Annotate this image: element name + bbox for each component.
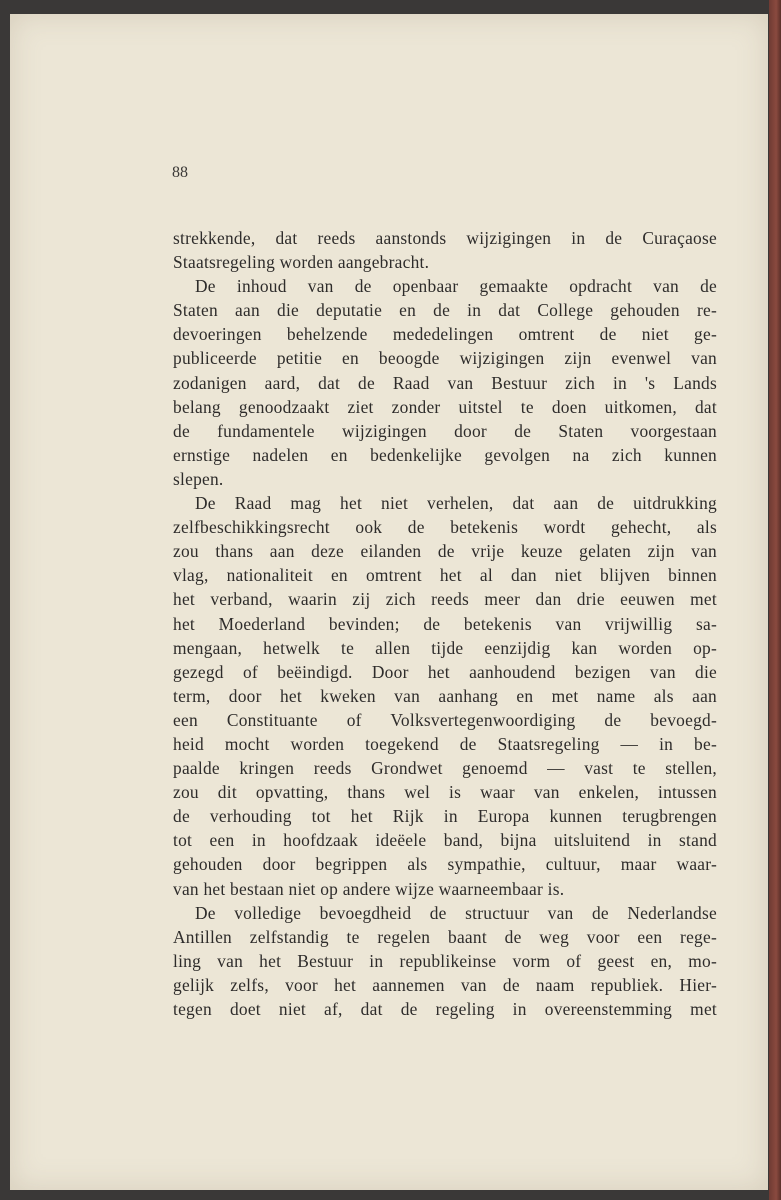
paragraph bbox=[173, 491, 717, 901]
text-line: een Constituante of Volksvertegenwoordiging de bevoegd- bbox=[173, 709, 717, 730]
text-line: gelijk zelfs, voor het aannemen van de naam republiek. Hier- bbox=[173, 974, 717, 995]
text-line: de fundamentele wijzigingen door de Staten voorgestaan bbox=[173, 420, 717, 441]
text-line: De volledige bevoegdheid de structuur van de Nederlandse bbox=[195, 902, 717, 923]
text-line: zodanigen aard, dat de Raad van Bestuur zich in 's Lands bbox=[173, 372, 717, 393]
text-line: ling van het Bestuur in republikeinse vorm of geest en, mo- bbox=[173, 950, 717, 971]
text-line: van het bestaan niet op andere wijze waarneembaar is. bbox=[173, 878, 565, 899]
text-line: paalde kringen reeds Grondwet genoemd — vast te stellen, bbox=[173, 758, 717, 779]
text-line: De Raad mag het niet verhelen, dat aan de uitdrukking bbox=[195, 493, 717, 514]
text-line: belang genoodzaakt ziet zonder uitstel te doen uitkomen, dat bbox=[173, 396, 717, 417]
text-line: heid mocht worden toegekend de Staatsregeling — in be- bbox=[173, 733, 717, 754]
text-line: zou thans aan deze eilanden de vrije keuze gelaten zijn van bbox=[173, 541, 717, 562]
text-line: mengaan, hetwelk te allen tijde eenzijdig kan worden op- bbox=[173, 637, 717, 658]
text-line: de verhouding tot het Rijk in Europa kunnen terugbrengen bbox=[173, 806, 717, 827]
text-line: gezegd of beëindigd. Door het aanhoudend bezigen van die bbox=[173, 661, 717, 682]
text-line: Antillen zelfstandig te regelen baant de weg voor een rege- bbox=[173, 926, 717, 947]
paragraph bbox=[173, 226, 717, 274]
text-line: het Moederland bevinden; de betekenis van vrijwillig sa- bbox=[173, 613, 717, 634]
text-line: gehouden door begrippen als sympathie, cultuur, maar waar- bbox=[173, 854, 717, 875]
page-number: 88 bbox=[172, 164, 188, 181]
text-line: publiceerde petitie en beoogde wijzigingen zijn evenwel van bbox=[173, 348, 717, 369]
book-page bbox=[10, 14, 768, 1190]
text-line: Staten aan die deputatie en de in dat College gehouden re- bbox=[173, 300, 717, 321]
text-line: het verband, waarin zij zich reeds meer dan drie eeuwen met bbox=[173, 589, 717, 610]
text-line: strekkende, dat reeds aanstonds wijzigingen in de Curaçaose bbox=[173, 228, 717, 248]
text-line: ernstige nadelen en bedenkelijke gevolgen na zich kunnen bbox=[173, 444, 717, 465]
text-line: vlag, nationaliteit en omtrent het al dan niet blijven binnen bbox=[173, 565, 717, 586]
text-line: zelfbeschikkingsrecht ook de betekenis wordt gehecht, als bbox=[173, 517, 717, 538]
paragraph bbox=[173, 274, 717, 491]
text-line: Staatsregeling worden aangebracht. bbox=[173, 252, 430, 273]
text-line: zou dit opvatting, thans wel is waar van enkelen, intussen bbox=[173, 782, 717, 803]
text-line: tegen doet niet af, dat de regeling in overeenstemming met bbox=[173, 999, 717, 1019]
paragraph bbox=[173, 901, 717, 1021]
book-spine-edge bbox=[769, 0, 781, 1200]
body-text bbox=[173, 226, 717, 1021]
text-line: De inhoud van de openbaar gemaakte opdracht van de bbox=[195, 276, 717, 297]
text-line: term, door het kweken van aanhang en met name als aan bbox=[173, 685, 717, 706]
text-line: slepen. bbox=[173, 468, 224, 489]
text-line: tot een in hoofdzaak ideëele band, bijna uitsluitend in stand bbox=[173, 830, 717, 851]
text-line: devoeringen behelzende mededelingen omtrent de niet ge- bbox=[173, 324, 717, 345]
